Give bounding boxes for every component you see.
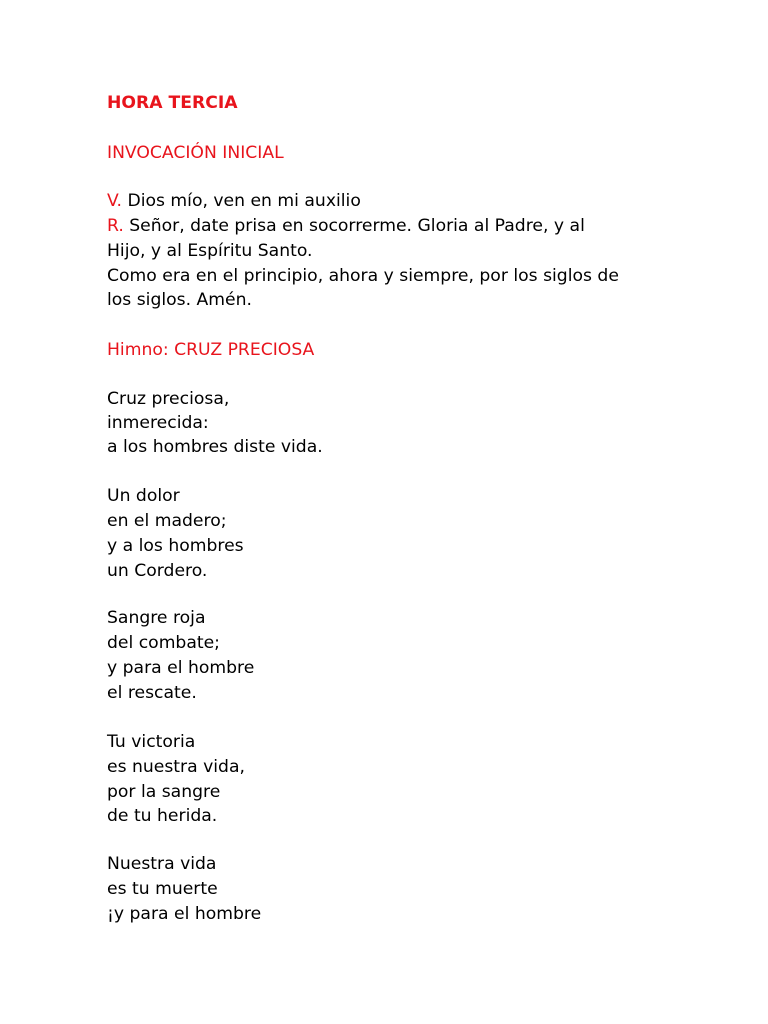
- doxology-line-2: los siglos. Amén.: [107, 290, 252, 310]
- versicle-line: [107, 191, 361, 211]
- hymn-line: un Cordero.: [107, 561, 208, 581]
- versicle-text: Dios mío, ven en mi auxilio: [122, 191, 361, 211]
- hymn-line: Nuestra vida: [107, 854, 217, 874]
- hymn-line: ¡y para el hombre: [107, 904, 262, 924]
- hymn-line: por la sangre: [107, 782, 221, 802]
- response-marker: R.: [107, 216, 124, 236]
- hymn-line: y a los hombres: [107, 536, 244, 556]
- section-heading-invocation: INVOCACIÓN INICIAL: [107, 143, 284, 163]
- hymn-line: el rescate.: [107, 683, 197, 703]
- hymn-line: Tu victoria: [107, 732, 196, 752]
- response-line: [107, 216, 585, 236]
- versicle-marker: V.: [107, 191, 123, 211]
- hymn-line: a los hombres diste vida.: [107, 437, 323, 457]
- hymn-line: del combate;: [107, 633, 220, 653]
- hymn-line: es tu muerte: [107, 879, 218, 899]
- doxology-line-1: Como era en el principio, ahora y siempre, por los siglos de: [107, 266, 619, 286]
- hymn-line: inmerecida:: [107, 413, 209, 433]
- hymn-line: y para el hombre: [107, 658, 255, 678]
- hymn-line: es nuestra vida,: [107, 757, 245, 777]
- hymn-heading: Himno: CRUZ PRECIOSA: [107, 340, 315, 360]
- hymn-line: de tu herida.: [107, 806, 218, 826]
- hymn-line: en el madero;: [107, 511, 227, 531]
- hymn-line: Un dolor: [107, 486, 180, 506]
- response-text-continued: Hijo, y al Espíritu Santo.: [107, 241, 313, 261]
- hymn-line: Sangre roja: [107, 608, 206, 628]
- document-title: HORA TERCIA: [107, 93, 238, 113]
- hymn-line: Cruz preciosa,: [107, 389, 230, 409]
- response-text: Señor, date prisa en socorrerme. Gloria al Padre, y al: [123, 216, 585, 236]
